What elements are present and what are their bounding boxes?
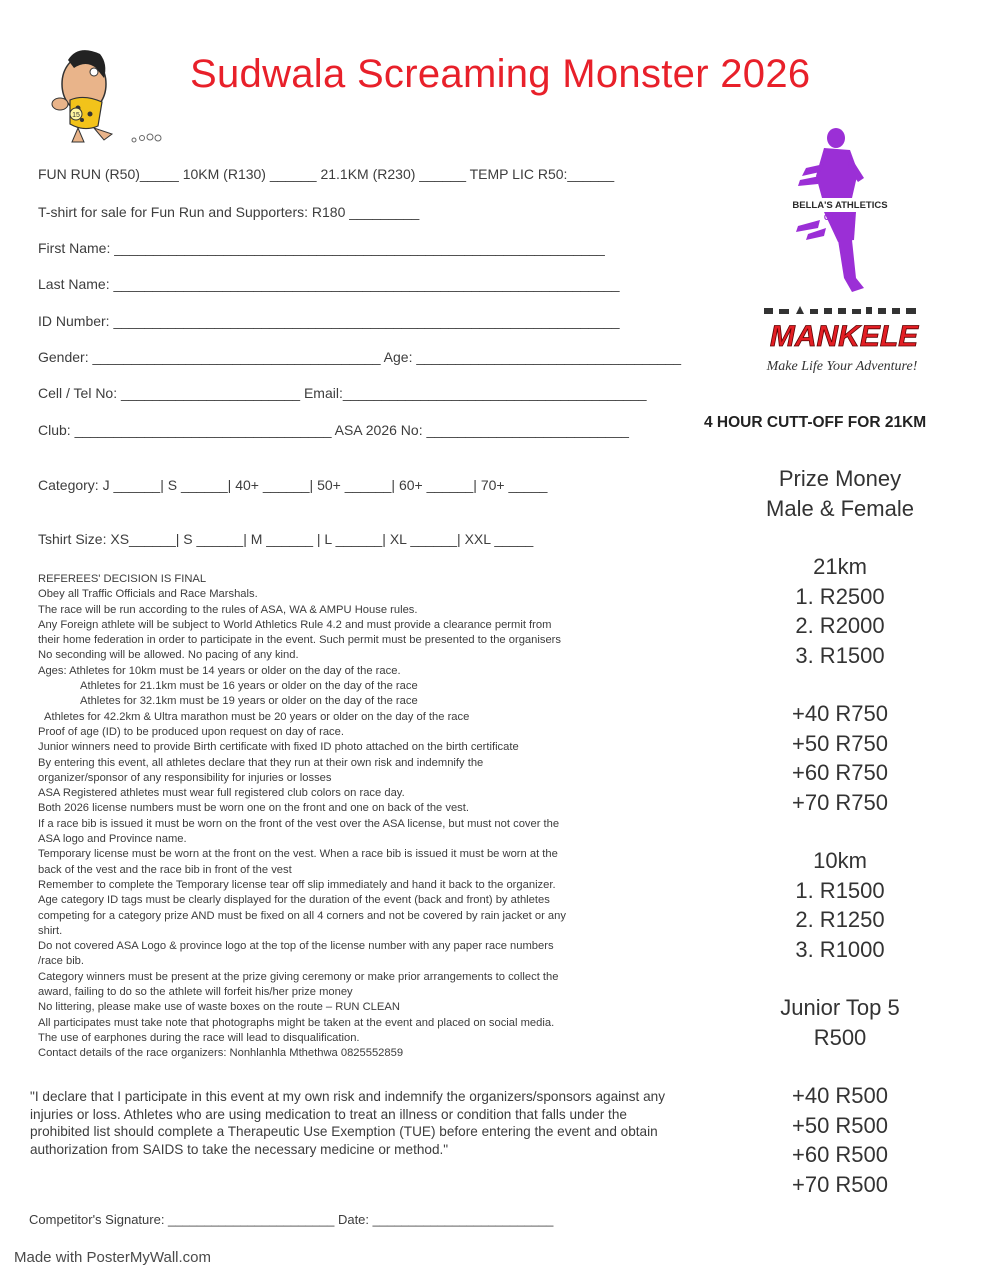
prize-vet-item: +40 R750	[791, 701, 889, 726]
rule-line: REFEREES' DECISION IS FINAL	[38, 573, 207, 585]
rule-line: their home federation in order to participate in the event. Such permit must be presented to the organisers	[38, 634, 561, 647]
rule-line: Both 2026 license numbers must be worn one on the front and one on back of the vest.	[38, 802, 469, 815]
prize-vet-item: +70 R750	[791, 789, 889, 815]
mankele-logo-name: MANKELE	[769, 320, 919, 353]
first-name-field[interactable]: First Name: _______________________________________________________________	[38, 240, 605, 256]
gender-age-field[interactable]: Gender: _____________________________________ Age: __________________________________	[38, 349, 682, 365]
club-asa-field[interactable]: Club: _________________________________ ASA 2026 No: __________________________	[38, 422, 629, 438]
tshirt-size-field[interactable]: Tshirt Size: XS______| S ______| M ______ | L ______| XL ______| XXL _____	[38, 531, 534, 547]
prize-junior	[740, 993, 940, 1052]
rule-line: If a race bib is issued it must be worn on the front of the vest over the ASA license, but must not cover the	[38, 817, 560, 830]
rule-line: organizer/sponsor of any responsibility for injuries or losses	[38, 771, 332, 784]
rule-line: The use of earphones during the race will lead to disqualification.	[38, 1031, 360, 1044]
declaration-text: "I declare that I participate in this event at my own risk and indemnify the organizers/sponsors against any injuries or loss. Athletes who are using medication to treat an illness or condition that falls under the prohibited list should complete a Therapeutic Use Exemption (TUE) before entering the event and obtain authorization from SAIDS to take the necessary medicine or method."	[30, 1089, 665, 1157]
prize-21km-place: 3. R1500	[795, 642, 885, 668]
bellas-logo-text: BELLA'S ATHLETICS	[792, 200, 888, 211]
prize-vet-item: +50 R500	[791, 1112, 889, 1138]
rule-line: Proof of age (ID) to be produced upon request on day of race.	[38, 725, 344, 738]
prize-heading-line1: Prize Money	[778, 466, 902, 491]
rule-line: /race bib.	[38, 955, 85, 968]
rule-line: No seconding will be allowed. No pacing of any kind.	[38, 649, 299, 662]
rule-line: ASA Registered athletes must wear full registered club colors on race day.	[38, 787, 405, 800]
rule-line: ASA logo and Province name.	[38, 833, 187, 846]
rule-line: Any Foreign athlete will be subject to World Athletics Rule 4.2 and must provide a clearance permit from	[38, 618, 552, 631]
prize-10km	[740, 846, 940, 964]
prize-vet-item: +70 R500	[791, 1171, 889, 1197]
bellas-athletics-logo	[780, 128, 900, 298]
mascot-badge-number: 15	[72, 112, 80, 119]
mankele-logo	[752, 304, 937, 379]
rule-line: The race will be run according to the rules of ASA, WA & AMPU House rules.	[38, 603, 418, 616]
id-number-field[interactable]: ID Number: _________________________________________________________________	[38, 313, 620, 329]
prize-vet-item: +60 R750	[791, 760, 889, 785]
rule-line: By entering this event, all athletes declare that they run at their own risk and indemnify the	[38, 756, 484, 769]
prize-10km-place: 2. R1250	[795, 907, 885, 932]
mankele-logo-tagline: Make Life Your Adventure!	[766, 359, 918, 374]
page-title: Sudwala Screaming Monster 2026	[190, 52, 811, 96]
signature-date-field[interactable]: Competitor's Signature: _______________________ Date: _________________________	[29, 1212, 554, 1227]
prize-21km-place: 1. R2500	[795, 583, 885, 609]
rule-line: Category winners must be present at the prize giving ceremony or make prior arrangements to collect the	[38, 970, 559, 983]
prize-21km-place: 2. R2000	[795, 613, 885, 638]
rule-line: Junior winners need to provide Birth certificate with fixed ID photo attached on the birth certificate	[38, 741, 519, 754]
prize-10km-label: 10km	[813, 848, 867, 873]
prize-21km-veterans	[740, 699, 940, 817]
prize-vet-item: +50 R750	[791, 730, 889, 756]
prize-heading	[740, 464, 940, 523]
activity-icons-strip	[764, 306, 916, 314]
rule-line: Athletes for 21.1km must be 16 years or older on the day of the race	[80, 680, 418, 693]
cell-email-field[interactable]: Cell / Tel No: _______________________ Email:_______________________________________	[38, 385, 647, 401]
caveman-mascot-icon	[38, 42, 168, 147]
bellas-logo-club: CLUB	[823, 213, 857, 222]
rule-line: Temporary license must be worn at the front on the vest. When a race bib is issued it must be worn at the	[38, 848, 558, 861]
prize-21km	[740, 552, 940, 670]
prize-21km-label: 21km	[813, 554, 867, 579]
rule-line: award, failing to do so the athlete will forfeit his/her prize money	[38, 986, 353, 999]
rules-list	[38, 572, 688, 1062]
last-name-field[interactable]: Last Name: _________________________________________________________________	[38, 276, 620, 292]
prize-10km-veterans	[740, 1081, 940, 1199]
prize-vet-item: +40 R500	[791, 1083, 889, 1108]
prize-vet-item: +60 R500	[791, 1142, 889, 1167]
rule-line: Remember to complete the Temporary license tear off slip immediately and hand it back to the organizer.	[38, 878, 556, 891]
rule-line: Contact details of the race organizers: Nonhlanhla Mthethwa 0825552859	[38, 1047, 404, 1060]
rule-line: Athletes for 32.1km must be 19 years or older on the day of the race	[80, 695, 418, 708]
prize-junior-value: R500	[813, 1024, 867, 1050]
rule-line: Ages: Athletes for 10km must be 14 years or older on the day of the race.	[38, 664, 401, 677]
rule-line: Athletes for 42.2km & Ultra marathon must be 20 years or older on the day of the race	[44, 710, 470, 723]
prize-heading-line2: Male & Female	[766, 495, 914, 521]
rule-line: All participates must take note that photographs might be taken at the event and placed on social media.	[38, 1016, 555, 1029]
tshirt-sale-line[interactable]: T-shirt for sale for Fun Run and Supporters: R180 _________	[38, 204, 420, 220]
cutoff-notice: 4 HOUR CUTT-OFF FOR 21KM	[704, 414, 927, 431]
rule-line: Do not covered ASA Logo & province logo at the top of the license number with any paper race numbers	[38, 940, 554, 953]
rule-line: shirt.	[38, 924, 63, 937]
prize-10km-place: 1. R1500	[795, 877, 885, 903]
rule-line: competing for a category prize AND must be fixed on all 4 corners and not be covered by rain jacket or any	[38, 909, 566, 922]
footer-credit: Made with PosterMyWall.com	[14, 1249, 211, 1266]
rule-line: back of the vest and the race bib in front of the vest	[38, 863, 292, 876]
prize-junior-label: Junior Top 5	[780, 995, 900, 1020]
prize-10km-place: 3. R1000	[795, 936, 885, 962]
rule-line: Obey all Traffic Officials and Race Marshals.	[38, 588, 258, 601]
entry-fees-line[interactable]: FUN RUN (R50)_____ 10KM (R130) ______ 21.1KM (R230) ______ TEMP LIC R50:______	[38, 166, 615, 182]
category-field[interactable]: Category: J ______| S ______| 40+ ______| 50+ ______| 60+ ______| 70+ _____	[38, 477, 548, 493]
rule-line: No littering, please make use of waste boxes on the route – RUN CLEAN	[38, 1001, 400, 1014]
rule-line: Age category ID tags must be clearly displayed for the duration of the event (back and front) by athletes	[38, 894, 550, 907]
